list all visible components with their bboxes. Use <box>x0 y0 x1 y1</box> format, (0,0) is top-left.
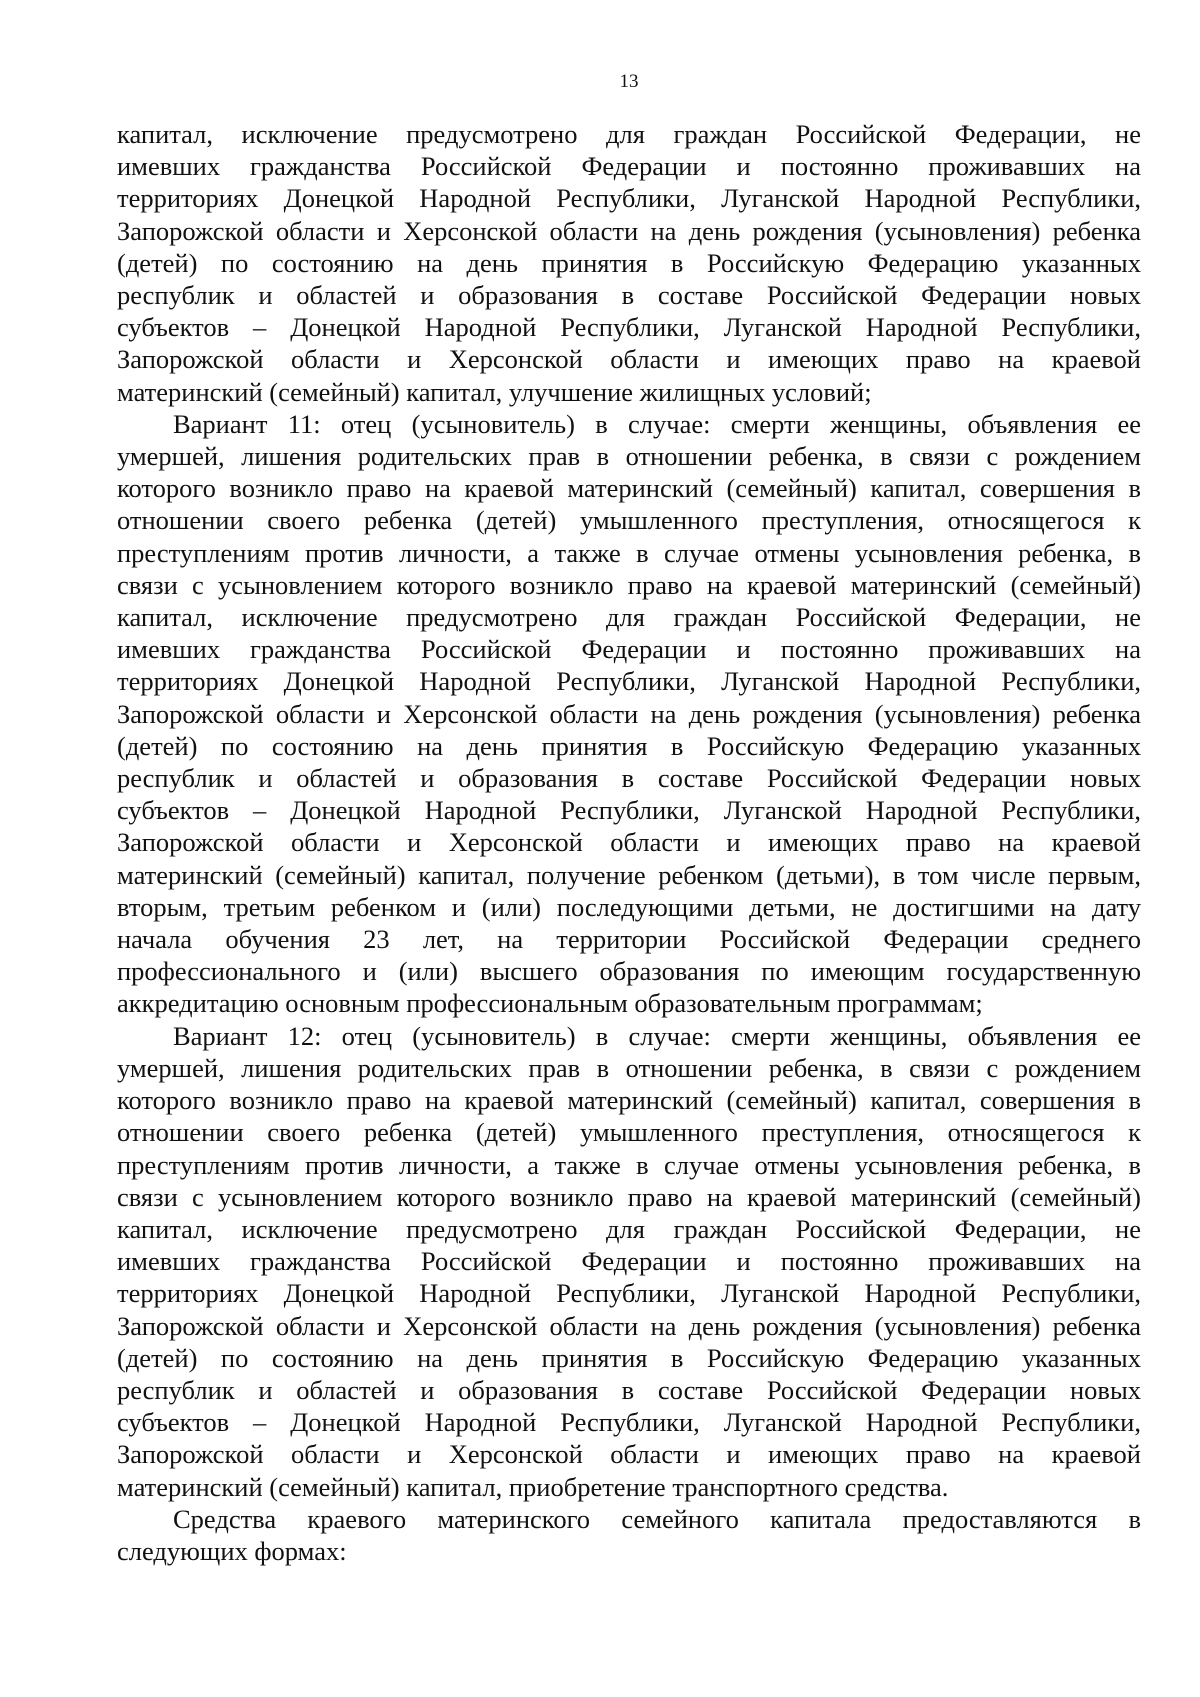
page-number: 13 <box>619 71 639 92</box>
paragraph <box>117 408 1141 1020</box>
text-line: территориях Донецкой Народной Республики, Луганской Народной Республики, <box>117 1278 1141 1309</box>
text-line: (детей) по состоянию на день принятия в Российскую Федерацию указанных <box>117 730 1141 761</box>
text-line: Запорожской области и Херсонской области и имеющих право на краевой <box>117 827 1141 858</box>
text-line: (детей) по состоянию на день принятия в Российскую Федерацию указанных <box>117 247 1141 278</box>
text-line: связи с усыновлением которого возникло право на краевой материнский (семейный) <box>117 569 1141 600</box>
text-line: которого возникло право на краевой материнский (семейный) капитал, совершения в <box>117 473 1141 504</box>
document-body <box>117 118 1141 1567</box>
text-line: Средства краевого материнского семейного капитала предоставляются в <box>173 1503 1141 1534</box>
text-line: капитал, исключение предусмотрено для граждан Российской Федерации, не <box>117 602 1141 633</box>
text-line: связи с усыновлением которого возникло право на краевой материнский (семейный) <box>117 1181 1141 1212</box>
text-line: Запорожской области и Херсонской области на день рождения (усыновления) ребенка <box>117 1310 1141 1341</box>
text-line: отношении своего ребенка (детей) умышленного преступления, относящегося к <box>117 1117 1141 1148</box>
text-line: отношении своего ребенка (детей) умышленного преступления, относящегося к <box>117 505 1141 536</box>
text-line: Вариант 11: отец (усыновитель) в случае: смерти женщины, объявления ее <box>173 408 1141 439</box>
text-line: Запорожской области и Херсонской области на день рождения (усыновления) ребенка <box>117 215 1141 246</box>
text-line: материнский (семейный) капитал, получение ребенком (детьми), в том числе первым, <box>117 859 1141 890</box>
paragraph <box>117 118 1141 408</box>
text-line: аккредитацию основным профессиональным образовательным программам; <box>117 988 983 1019</box>
text-line: территориях Донецкой Народной Республики, Луганской Народной Республики, <box>117 666 1141 697</box>
text-line: Запорожской области и Херсонской области и имеющих право на краевой <box>117 1439 1141 1470</box>
text-line: субъектов – Донецкой Народной Республики, Луганской Народной Республики, <box>117 312 1141 343</box>
text-line: капитал, исключение предусмотрено для граждан Российской Федерации, не <box>117 119 1141 149</box>
text-line: республик и областей и образования в составе Российской Федерации новых <box>117 763 1141 794</box>
text-line: капитал, исключение предусмотрено для граждан Российской Федерации, не <box>117 1213 1141 1244</box>
text-line: Запорожской области и Херсонской области и имеющих право на краевой <box>117 344 1141 375</box>
text-line: которого возникло право на краевой материнский (семейный) капитал, совершения в <box>117 1085 1141 1116</box>
text-line: умершей, лишения родительских прав в отношении ребенка, в связи с рождением <box>117 441 1141 472</box>
text-line: начала обучения 23 лет, на территории Российской Федерации среднего <box>117 924 1141 955</box>
text-line: республик и областей и образования в составе Российской Федерации новых <box>117 280 1141 311</box>
text-line: субъектов – Донецкой Народной Республики, Луганской Народной Республики, <box>117 1407 1141 1438</box>
text-line: преступлениям против личности, а также в случае отмены усыновления ребенка, в <box>117 1149 1141 1180</box>
text-line: вторым, третьим ребенком и (или) последующими детьми, не достигшими на дату <box>117 891 1141 922</box>
text-line: территориях Донецкой Народной Республики, Луганской Народной Республики, <box>117 183 1141 214</box>
text-line: следующих формах: <box>117 1535 347 1566</box>
text-line: имевших гражданства Российской Федерации и постоянно проживавших на <box>117 634 1141 665</box>
text-line: умершей, лишения родительских прав в отношении ребенка, в связи с рождением <box>117 1052 1141 1083</box>
text-line: материнский (семейный) капитал, приобретение транспортного средства. <box>117 1471 949 1502</box>
text-line: преступлениям против личности, а также в случае отмены усыновления ребенка, в <box>117 537 1141 568</box>
text-line: имевших гражданства Российской Федерации и постоянно проживавших на <box>117 1246 1141 1277</box>
text-line: Вариант 12: отец (усыновитель) в случае: смерти женщины, объявления ее <box>173 1020 1141 1051</box>
text-line: материнский (семейный) капитал, улучшение жилищных условий; <box>117 376 872 407</box>
text-line: субъектов – Донецкой Народной Республики, Луганской Народной Республики, <box>117 795 1141 826</box>
text-line: профессионального и (или) высшего образования по имеющим государственную <box>117 956 1141 987</box>
text-line: республик и областей и образования в составе Российской Федерации новых <box>117 1374 1141 1405</box>
paragraph <box>117 1503 1141 1567</box>
text-line: имевших гражданства Российской Федерации и постоянно проживавших на <box>117 151 1141 182</box>
text-line: (детей) по состоянию на день принятия в Российскую Федерацию указанных <box>117 1342 1141 1373</box>
paragraph <box>117 1020 1141 1503</box>
text-line: Запорожской области и Херсонской области на день рождения (усыновления) ребенка <box>117 698 1141 729</box>
